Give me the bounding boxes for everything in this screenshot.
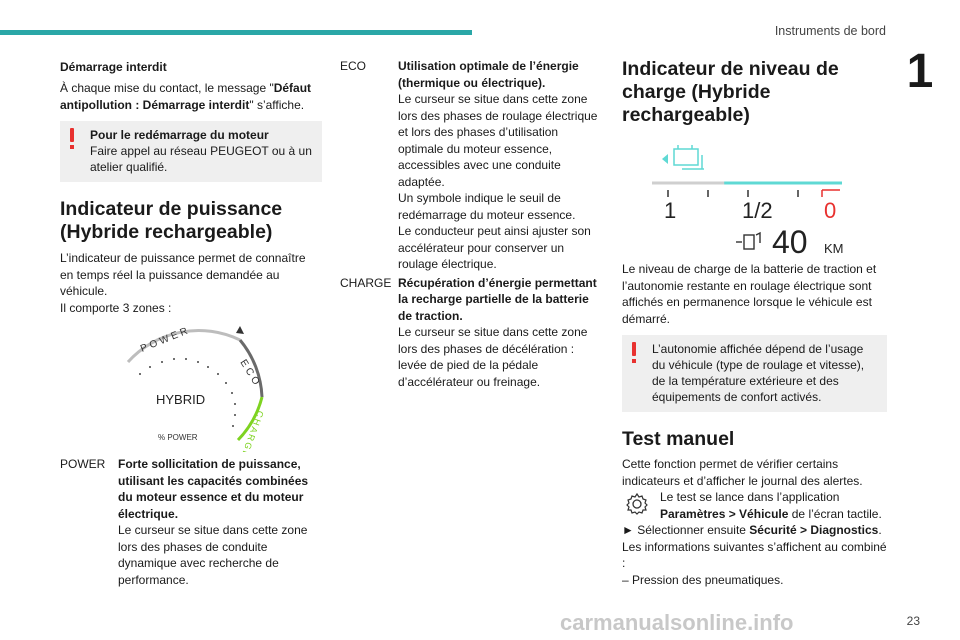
column-2 xyxy=(340,58,605,390)
gauge-label-hybrid: HYBRID xyxy=(156,392,206,407)
paragraph-test: Cette fonction permet de vérifier certains indicateurs et d’afficher le journal des alertes. xyxy=(622,457,863,488)
soc-label-half: 1/2 xyxy=(742,198,773,223)
warning-icon xyxy=(70,128,75,150)
page-number: 23 xyxy=(906,614,920,628)
intro-paragraph: À chaque mise du contact, le message "Défaut antipollution : Démarrage interdit" s’affiche. xyxy=(60,81,312,112)
definition-eco: ECO Utilisation optimale de l’énergie (thermique ou électrique). Le curseur se situe dans cette zone lors des phases de roulage électrique et lors des phases d’utilisation optimale du moteur essence, accessibles avec une conduite adaptée. Un symbole indique le seuil de redémarrage du moteur essence. Le conducteur peut ainsi ajuster son accélérateur pour conserver un roulage électrique. xyxy=(340,59,598,271)
warning-box-autonomie: L’autonomie affichée dépend de l’usage du véhicule (type de roulage et vitesse), de la température extérieure et des équipements de confort activés. xyxy=(622,335,887,412)
gauge-label-power: POWER xyxy=(139,324,193,355)
watermark: carmanualsonline.info xyxy=(560,610,794,635)
running-header: Instruments de bord xyxy=(774,24,886,38)
charge-level-illustration xyxy=(622,135,852,255)
electric-range-icon xyxy=(736,233,760,249)
gauge-label-eco: ECO xyxy=(237,357,264,390)
gauge-label-charge: CHARGE xyxy=(238,409,266,452)
gauge-label-pct-power: % POWER xyxy=(158,433,198,442)
soc-label-full: 1 xyxy=(664,198,677,223)
definition-power: POWER Forte sollicitation de puissance, utilisant les capacités combinées du moteur essence et du moteur électrique. Le curseur se situe dans cette zone lors des phases de conduite dynamique avec recherche de performance. xyxy=(60,457,309,587)
header-accent-bar xyxy=(0,30,472,35)
gear-instruction: Le test se lance dans l’application Paramètres > Véhicule de l’écran tactile. xyxy=(622,489,887,522)
chapter-number: 1 xyxy=(906,45,934,98)
warning-icon xyxy=(632,342,637,364)
warning-box: Pour le redémarrage du moteur Faire appel au réseau PEUGEOT ou à un atelier qualifié. xyxy=(60,121,322,182)
gear-icon xyxy=(624,491,650,517)
column-3 xyxy=(622,58,887,588)
range-value: 40 xyxy=(772,224,808,255)
power-gauge-illustration xyxy=(90,322,280,452)
heading-test-manuel: Test manuel xyxy=(622,428,735,450)
paragraph-puissance: L’indicateur de puissance permet de connaître en temps réel la puissance demandée au véhicule. xyxy=(60,251,306,298)
definition-charge: CHARGE Récupération d’énergie permettant la recharge partielle de la batterie de traction. Le curseur se situe dans cette zone lors des phases de décélération : levée de pied de la pédale d’accélérateur ou freinage. xyxy=(340,275,597,389)
paragraph-zones: Il comporte 3 zones : xyxy=(60,300,172,315)
battery-charge-icon xyxy=(662,145,704,169)
step-instruction: ► Sélectionner ensuite Sécurité > Diagnostics. xyxy=(622,523,882,537)
range-unit: KM xyxy=(824,241,844,255)
column-1 xyxy=(60,58,322,588)
heading-puissance: Indicateur de puissance (Hybride rechargeable) xyxy=(60,198,283,243)
paragraph-infos: Les informations suivantes s’affichent au combiné : xyxy=(622,539,887,570)
heading-niveau-charge: Indicateur de niveau de charge (Hybride rechargeable) xyxy=(622,58,839,126)
subheading-demarrage: Démarrage interdit xyxy=(60,60,167,74)
paragraph-niveau: Le niveau de charge de la batterie de traction et l’autonomie restante en roulage électrique sont affichés en permanence lorsque le véhicule est démarré. xyxy=(622,262,877,326)
soc-label-empty: 0 xyxy=(824,198,837,223)
list-item-pneumatiques: – Pression des pneumatiques. xyxy=(622,572,784,587)
